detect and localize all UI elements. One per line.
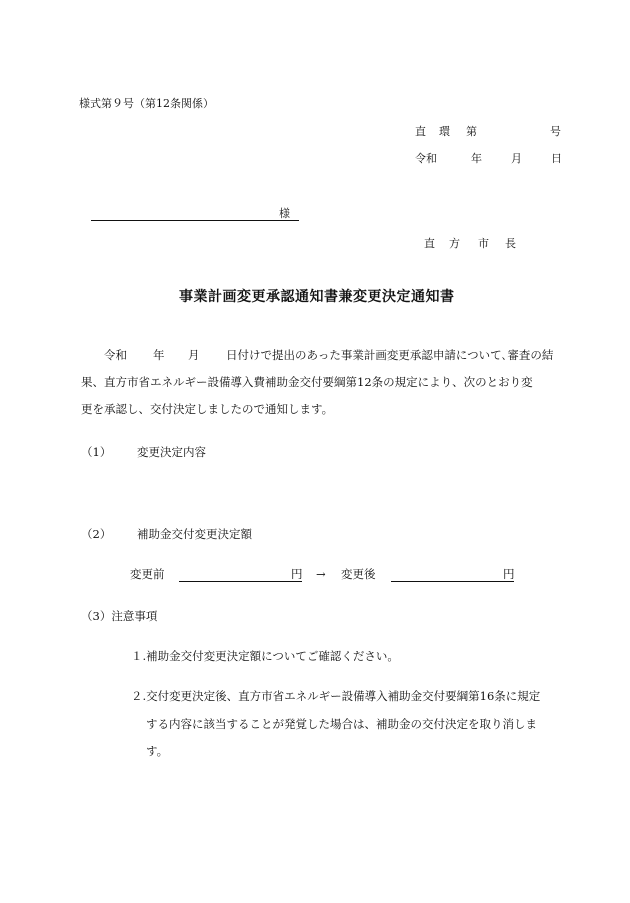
doc-number-char: 環 bbox=[439, 125, 450, 138]
doc-number-char: 第 bbox=[466, 125, 477, 138]
yen-unit: 円 bbox=[503, 567, 515, 581]
addressee-underline bbox=[91, 220, 299, 221]
note-line: す。 bbox=[146, 744, 169, 758]
body-line2: 果、直方市省エネルギー設備導入費補助金交付要綱第12条の規定により、次のとおり変 bbox=[81, 375, 533, 389]
section-notes-heading: （3）注意事項 bbox=[81, 609, 158, 623]
section-number: （1） bbox=[81, 445, 112, 459]
note-item: １.補助金交付変更決定額についてご確認ください。 bbox=[131, 649, 399, 663]
date-year: 年 bbox=[471, 152, 482, 165]
document-title: 事業計画変更承認通知書兼変更決定通知書 bbox=[179, 289, 455, 305]
date-era: 令和 bbox=[415, 152, 437, 165]
issuer-char: 長 bbox=[505, 237, 516, 250]
issuer-char: 直 bbox=[424, 237, 435, 250]
amount-before-blank bbox=[179, 581, 302, 582]
body-line1: 日付けで提出のあった事業計画変更承認申請について､審査の結 bbox=[226, 348, 554, 362]
issuer-char: 市 bbox=[478, 237, 489, 250]
form-number: 様式第９号（第12条関係） bbox=[79, 97, 214, 110]
section-number: （2） bbox=[81, 527, 112, 541]
date-month: 月 bbox=[511, 152, 522, 165]
body-year: 年 bbox=[153, 348, 165, 362]
section-label: 補助金交付変更決定額 bbox=[137, 527, 252, 541]
yen-unit: 円 bbox=[291, 567, 303, 581]
doc-number-char: 直 bbox=[415, 125, 426, 138]
doc-number-suffix: 号 bbox=[550, 125, 561, 138]
amount-before-label: 変更前 bbox=[130, 567, 165, 581]
amount-after-label: 変更後 bbox=[341, 567, 376, 581]
amount-after-blank bbox=[391, 581, 514, 582]
body-era: 令和 bbox=[104, 348, 127, 362]
note-line: ２.交付変更決定後、直方市省エネルギー設備導入補助金交付要綱第16条に規定 bbox=[131, 689, 541, 703]
issuer-char: 方 bbox=[449, 237, 460, 250]
section-label: 変更決定内容 bbox=[137, 445, 206, 459]
date-day: 日 bbox=[551, 152, 562, 165]
arrow-right-icon: → bbox=[316, 567, 326, 581]
note-line: する内容に該当することが発覚した場合は、補助金の交付決定を取り消しま bbox=[146, 717, 537, 731]
body-month: 月 bbox=[188, 348, 200, 362]
body-line3: 更を承認し、交付決定しましたので通知します。 bbox=[81, 402, 334, 416]
addressee-honorific: 様 bbox=[279, 207, 290, 220]
